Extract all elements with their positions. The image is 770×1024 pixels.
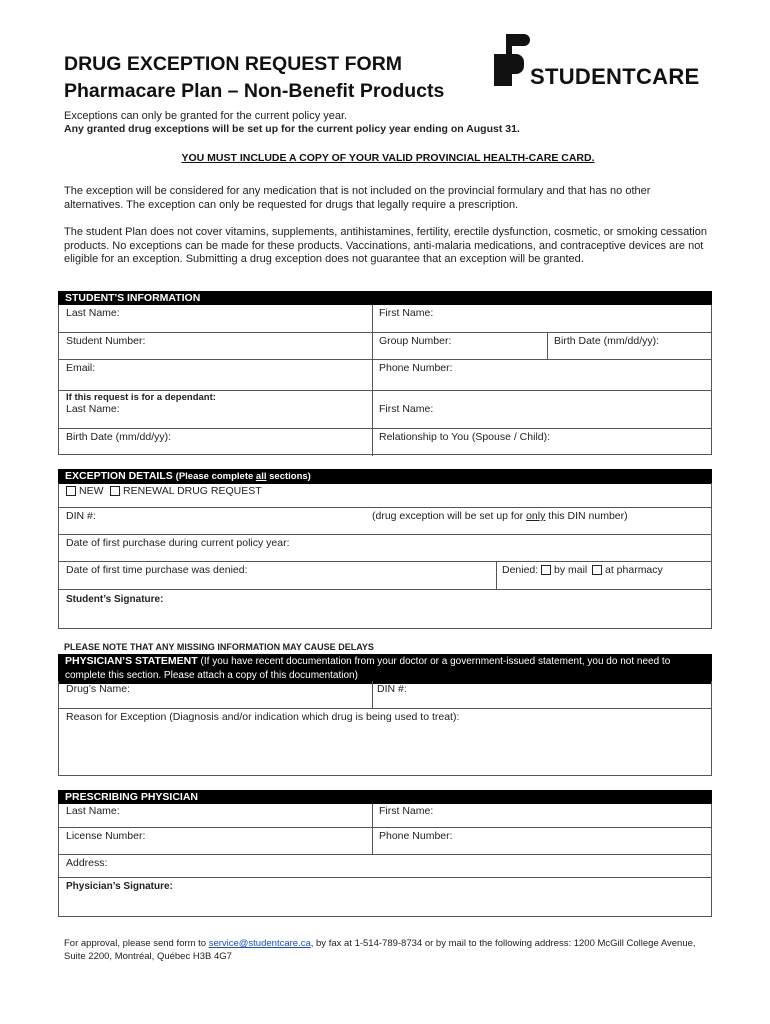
dependant-name-row [59,390,711,428]
drug-name-field[interactable]: Drug’s Name: [66,683,130,695]
student-name-row [59,305,711,332]
denied-date-field[interactable]: Date of first time purchase was denied: [66,564,248,576]
dependant-birth-row [59,428,711,455]
student-phone-field[interactable]: Phone Number: [379,362,453,374]
din-field[interactable]: DIN #: [66,510,96,522]
student-last-name-field[interactable]: Last Name: [66,307,120,319]
intro-line-2: Any granted drug exceptions will be set up for the current policy year ending on August 31. [64,123,520,135]
new-request-option[interactable]: NEW [66,485,104,497]
prescribing-section-title: PRESCRIBING PHYSICIAN [58,790,712,804]
health-card-notice: YOU MUST INCLUDE A COPY OF YOUR VALID PROVINCIAL HEALTH-CARE CARD. [181,152,595,164]
student-birth-date-field[interactable]: Birth Date (mm/dd/yy): [554,335,660,347]
relationship-field[interactable]: Relationship to You (Spouse / Child): [379,431,551,443]
physician-address-field[interactable]: Address: [66,857,108,869]
prescribing-section-header [58,790,712,804]
student-email-row [59,359,711,390]
new-checkbox[interactable] [66,486,76,496]
request-type-row [59,483,711,507]
logo-wordmark: STUDENTCARE [530,64,700,89]
dependant-first-name-field[interactable]: First Name: [379,403,434,415]
prescribing-physician-table [58,804,712,917]
reason-for-exception-field[interactable]: Reason for Exception (Diagnosis and/or indication which drug is being used to treat): [66,711,460,723]
student-email-field[interactable]: Email: [66,362,96,374]
denied-by-mail-option[interactable]: by mail [541,564,587,576]
physician-phone-field[interactable]: Phone Number: [379,830,453,842]
physician-statement-table [58,681,712,776]
physician-signature-field[interactable]: Physician’s Signature: [66,881,173,892]
din-row [59,507,711,534]
first-purchase-date-field[interactable]: Date of first purchase during current policy year: [66,537,290,549]
renewal-request-option[interactable]: RENEWAL DRUG REQUEST [110,485,262,497]
physician-first-name-field[interactable]: First Name: [379,805,434,817]
dependant-heading: If this request is for a dependant: [66,392,216,403]
physician-statement-header [58,654,712,684]
drug-name-row [59,681,711,708]
intro-paragraph-1: The exception will be considered for any medication that is not included on the provincial formulary and that has no other alternatives. The exception can only be requested for drugs that legally require a prescription. [64,185,651,211]
address-row [59,854,711,877]
physician-signature-row [59,877,711,917]
student-first-name-field[interactable]: First Name: [379,307,434,319]
intro-line-1: Exceptions can only be granted for the current policy year. [64,110,348,122]
student-section-title: STUDENT'S INFORMATION [58,291,712,305]
exception-details-table [58,483,712,629]
by-mail-checkbox[interactable] [541,565,551,575]
physician-name-row [59,804,711,827]
din-note: (drug exception will be set up for only this DIN number) [372,510,628,522]
physician-last-name-field[interactable]: Last Name: [66,805,120,817]
student-number-row [59,332,711,359]
license-row [59,827,711,854]
exception-section-header [58,469,712,484]
service-email-link[interactable]: service@studentcare.ca [208,938,311,949]
first-purchase-row [59,534,711,561]
form-subtitle: Pharmacare Plan – Non-Benefit Products [64,80,445,102]
group-number-field[interactable]: Group Number: [379,335,452,347]
missing-info-warning: PLEASE NOTE THAT ANY MISSING INFORMATION MAY CAUSE DELAYS [64,642,374,652]
reason-row [59,708,711,776]
renewal-checkbox[interactable] [110,486,120,496]
denied-row [59,561,711,589]
denied-label: Denied: [502,564,539,576]
physician-din-field[interactable]: DIN #: [377,683,407,695]
physician-statement-title: PHYSICIAN’S STATEMENT (If you have recent documentation from your doctor or a government-issued statement, you do not need to complete this section. Please attach a copy of this documentation) [58,654,712,684]
denied-at-pharmacy-option[interactable]: at pharmacy [592,564,663,576]
student-number-field[interactable]: Student Number: [66,335,146,347]
intro-paragraph-2: The student Plan does not cover vitamins, supplements, antihistamines, fertility, erectile dysfunction, cosmetic, or smoking cessation products. No exceptions can be made for these products. Vaccinations, anti-malaria medications, and contraceptive devices are not eligible for an exception. Submitting a drug exception does not guarantee that an exception will be granted. [64,226,707,265]
dependant-last-name-field[interactable]: Last Name: [66,403,120,415]
dependant-birth-date-field[interactable]: Birth Date (mm/dd/yy): [66,431,172,443]
student-info-table [58,305,712,455]
form-title: DRUG EXCEPTION REQUEST FORM [64,53,403,75]
license-number-field[interactable]: License Number: [66,830,146,842]
at-pharmacy-checkbox[interactable] [592,565,602,575]
student-section-header [58,291,712,305]
student-signature-row [59,589,711,629]
submission-instructions: For approval, please send form to service@studentcare.ca, by fax at 1-514-789-8734 or by mail to the following address: 1200 McGill College Avenue, Suite 2200, Montréal, Québec H3B 4G7 [64,938,696,962]
student-signature-field[interactable]: Student’s Signature: [66,594,164,605]
exception-section-title: EXCEPTION DETAILS (Please complete all sections) [58,469,712,484]
